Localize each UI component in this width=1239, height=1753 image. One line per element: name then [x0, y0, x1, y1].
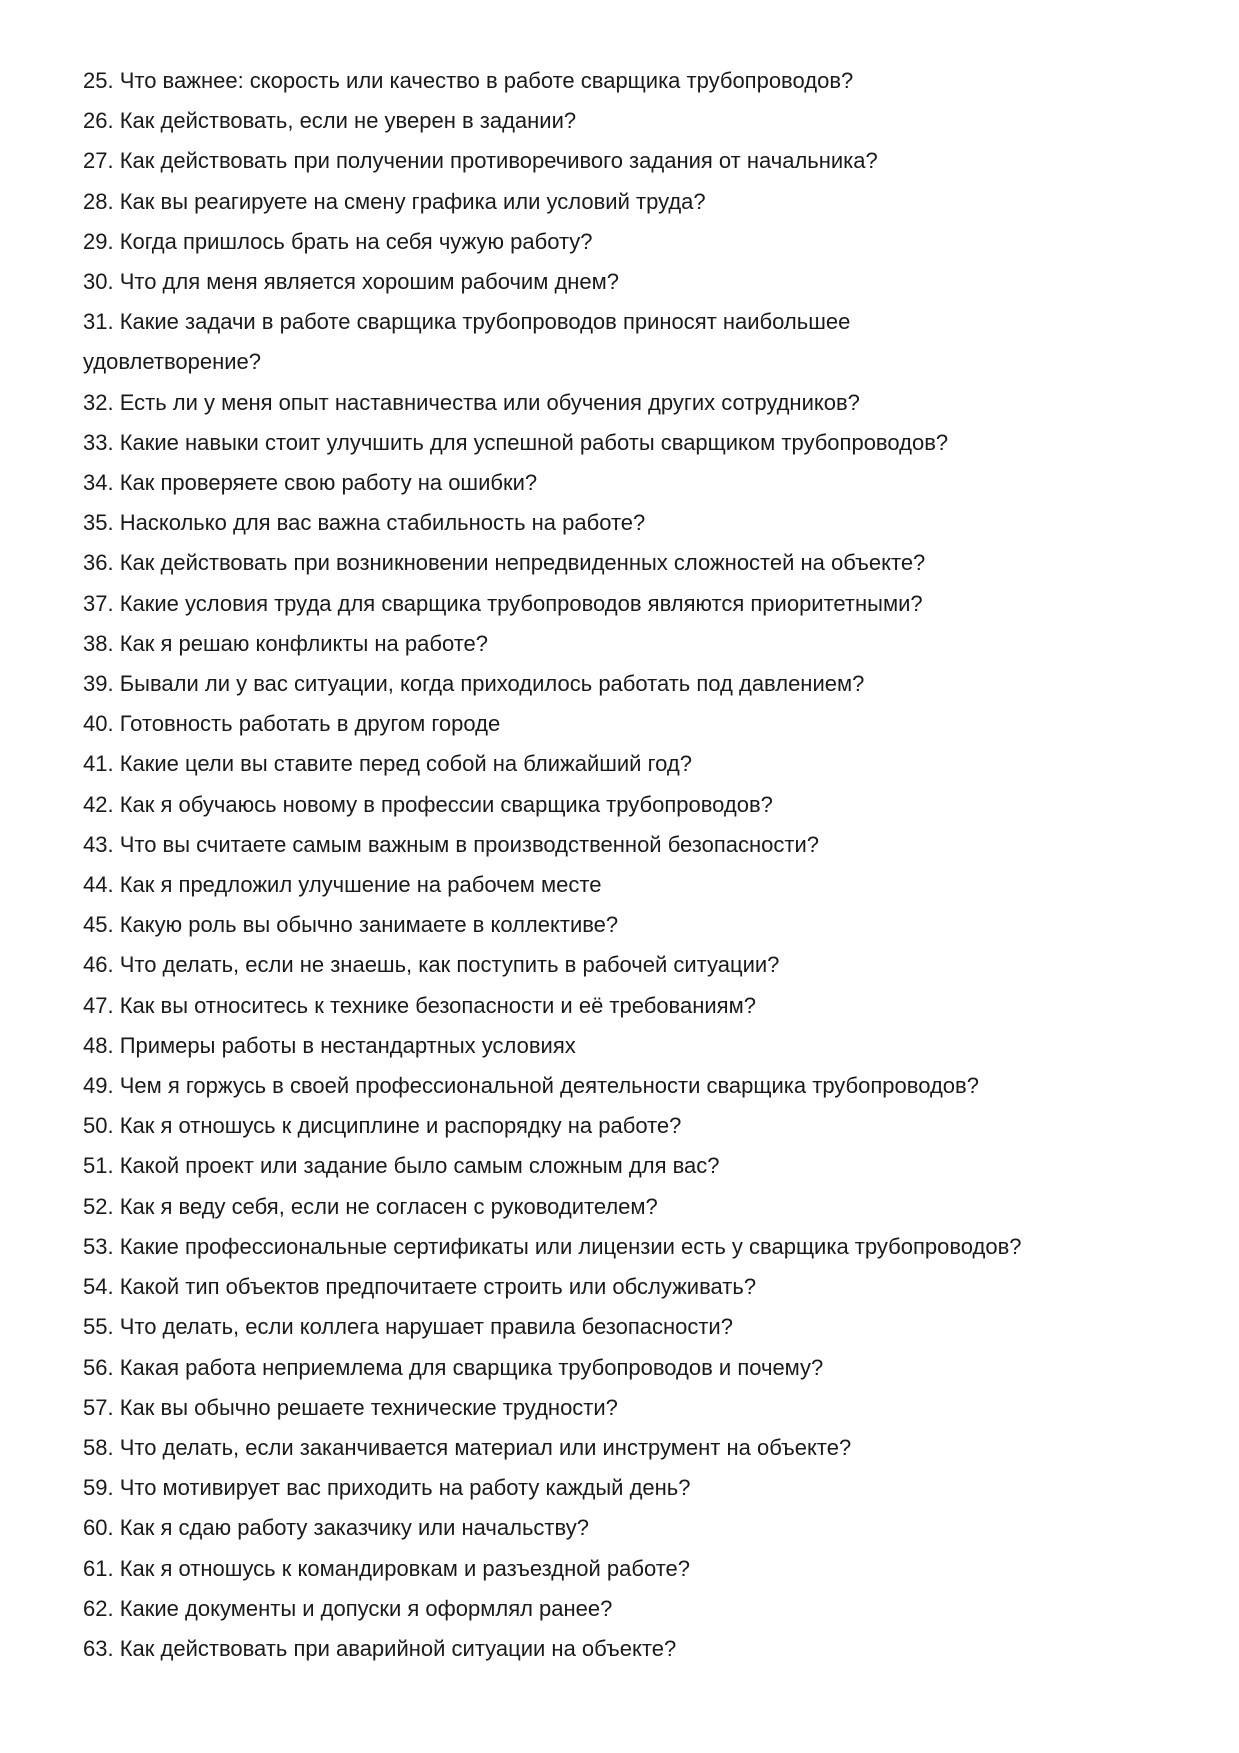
question-item — [83, 865, 1163, 905]
question-item — [83, 1468, 1163, 1508]
question-text: Что мотивирует вас приходить на работу каждый день? — [119, 1475, 691, 1501]
question-item — [83, 1106, 1163, 1146]
question-number: 25. — [83, 68, 114, 93]
question-number: 42. — [83, 791, 114, 817]
question-number: 33. — [83, 429, 114, 455]
question-number: 48. — [83, 1032, 114, 1058]
question-item — [83, 945, 1163, 985]
question-number: 30. — [83, 269, 114, 295]
question-text: Как проверяете свою работу на ошибки? — [119, 470, 538, 496]
question-text: Как я обучаюсь новому в профессии сварщика трубопроводов? — [119, 791, 773, 817]
question-item — [83, 182, 1163, 222]
question-text: Какие профессиональные сертификаты или лицензии есть у сварщика трубопроводов? — [119, 1233, 1022, 1259]
question-number: 29. — [83, 228, 114, 254]
question-number: 44. — [83, 872, 114, 898]
question-number: 52. — [83, 1193, 114, 1219]
question-number: 55. — [83, 1314, 114, 1340]
question-item — [83, 1187, 1163, 1227]
question-text: Насколько для вас важна стабильность на работе? — [119, 510, 646, 536]
question-item — [83, 101, 1163, 141]
question-text: Как действовать при аварийной ситуации на объекте? — [119, 1635, 677, 1661]
question-number: 53. — [83, 1233, 114, 1259]
question-number: 26. — [83, 108, 114, 134]
question-item — [83, 986, 1163, 1026]
question-number: 27. — [83, 148, 114, 174]
question-item — [83, 624, 1163, 664]
question-text: Какая работа неприемлема для сварщика трубопроводов и почему? — [119, 1354, 824, 1380]
question-text: Какой проект или задание было самым сложным для вас? — [119, 1153, 720, 1179]
question-number: 61. — [83, 1555, 114, 1581]
question-item — [83, 664, 1163, 704]
question-text: Какие документы и допуски я оформлял ранее? — [119, 1595, 613, 1621]
question-item — [83, 463, 1163, 503]
question-number: 35. — [83, 510, 114, 536]
question-item — [83, 222, 1163, 262]
question-number: 41. — [83, 751, 114, 777]
question-text: Бывали ли у вас ситуации, когда приходилось работать под давлением? — [119, 671, 865, 697]
question-number: 38. — [83, 630, 114, 656]
question-number: 60. — [83, 1515, 114, 1541]
question-number: 50. — [83, 1113, 114, 1139]
question-text: Когда пришлось брать на себя чужую работу? — [119, 228, 593, 254]
question-item — [83, 302, 963, 382]
question-item — [83, 1428, 1163, 1468]
question-number: 56. — [83, 1354, 114, 1380]
question-item — [83, 1066, 1163, 1106]
question-item — [83, 61, 1163, 101]
question-number: 28. — [83, 188, 114, 214]
question-item — [83, 1629, 1163, 1669]
question-number: 40. — [83, 711, 114, 737]
question-text: Какие навыки стоит улучшить для успешной работы сварщиком трубопроводов? — [119, 429, 949, 455]
question-number: 47. — [83, 992, 114, 1018]
question-text: Что делать, если заканчивается материал или инструмент на объекте? — [119, 1434, 852, 1460]
question-item — [83, 543, 1163, 583]
question-item — [83, 503, 1163, 543]
question-text: Какой тип объектов предпочитаете строить или обслуживать? — [119, 1274, 757, 1300]
question-number: 45. — [83, 912, 114, 938]
question-text: Примеры работы в нестандартных условиях — [119, 1032, 576, 1058]
question-item — [83, 1508, 1163, 1548]
question-text: Какие задачи в работе сварщика трубопроводов приносят наибольшее удовлетворение? — [83, 309, 851, 375]
question-item — [83, 704, 1163, 744]
question-list — [83, 61, 1163, 1669]
question-number: 63. — [83, 1635, 114, 1661]
question-number: 49. — [83, 1073, 114, 1099]
question-number: 54. — [83, 1274, 114, 1300]
question-text: Что вы считаете самым важным в производственной безопасности? — [119, 831, 820, 857]
question-number: 32. — [83, 389, 114, 415]
question-text: Как вы реагируете на смену графика или условий труда? — [119, 188, 706, 214]
question-text: Как я отношусь к командировкам и разъездной работе? — [119, 1555, 691, 1581]
question-text: Как действовать при возникновении непредвиденных сложностей на объекте? — [119, 550, 926, 576]
question-number: 34. — [83, 470, 114, 496]
question-text: Что делать, если коллега нарушает правила безопасности? — [119, 1314, 733, 1340]
question-number: 59. — [83, 1475, 114, 1501]
question-text: Как я отношусь к дисциплине и распорядку на работе? — [119, 1113, 682, 1139]
question-number: 39. — [83, 671, 114, 697]
question-text: Какую роль вы обычно занимаете в коллективе? — [119, 912, 619, 938]
question-number: 37. — [83, 590, 114, 616]
question-item — [83, 825, 1163, 865]
question-number: 57. — [83, 1394, 114, 1420]
question-number: 62. — [83, 1595, 114, 1621]
question-number: 36. — [83, 550, 114, 576]
question-item — [83, 584, 1163, 624]
question-item — [83, 1026, 1163, 1066]
question-item — [83, 1146, 1163, 1186]
question-item — [83, 1267, 1163, 1307]
question-number: 46. — [83, 952, 114, 978]
question-item — [83, 785, 1163, 825]
question-item — [83, 262, 1163, 302]
question-item — [83, 1307, 1163, 1347]
question-text: Чем я горжусь в своей профессиональной деятельности сварщика трубопроводов? — [119, 1073, 979, 1099]
question-item — [83, 383, 1163, 423]
question-text: Какие цели вы ставите перед собой на ближайший год? — [119, 751, 692, 777]
question-item — [83, 1348, 1163, 1388]
question-text: Есть ли у меня опыт наставничества или обучения других сотрудников? — [119, 389, 860, 415]
question-number: 43. — [83, 831, 114, 857]
question-number: 31. — [83, 309, 114, 335]
question-text: Какие условия труда для сварщика трубопроводов являются приоритетными? — [119, 590, 923, 616]
question-item — [83, 423, 1163, 463]
question-text: Что делать, если не знаешь, как поступить в рабочей ситуации? — [119, 952, 780, 978]
question-text: Готовность работать в другом городе — [119, 711, 501, 737]
question-item — [83, 1388, 1163, 1428]
question-text: Как я решаю конфликты на работе? — [119, 630, 488, 656]
question-text: Как я предложил улучшение на рабочем месте — [119, 872, 602, 898]
question-item — [83, 905, 1163, 945]
question-item — [83, 141, 1163, 181]
question-text: Что важнее: скорость или качество в работе сварщика трубопроводов? — [119, 68, 854, 93]
question-text: Как действовать при получении противоречивого задания от начальника? — [119, 148, 878, 174]
question-item — [83, 1549, 1163, 1589]
question-text: Как вы обычно решаете технические трудности? — [119, 1394, 618, 1420]
question-number: 58. — [83, 1434, 114, 1460]
question-text: Что для меня является хорошим рабочим днем? — [119, 269, 620, 295]
question-item — [83, 1227, 1163, 1267]
question-text: Как я сдаю работу заказчику или начальству? — [119, 1515, 589, 1541]
question-text: Как действовать, если не уверен в задании? — [119, 108, 577, 134]
question-item — [83, 744, 1163, 784]
question-item — [83, 1589, 1163, 1629]
question-text: Как вы относитесь к технике безопасности и её требованиям? — [119, 992, 756, 1018]
question-number: 51. — [83, 1153, 114, 1179]
question-text: Как я веду себя, если не согласен с руководителем? — [119, 1193, 658, 1219]
